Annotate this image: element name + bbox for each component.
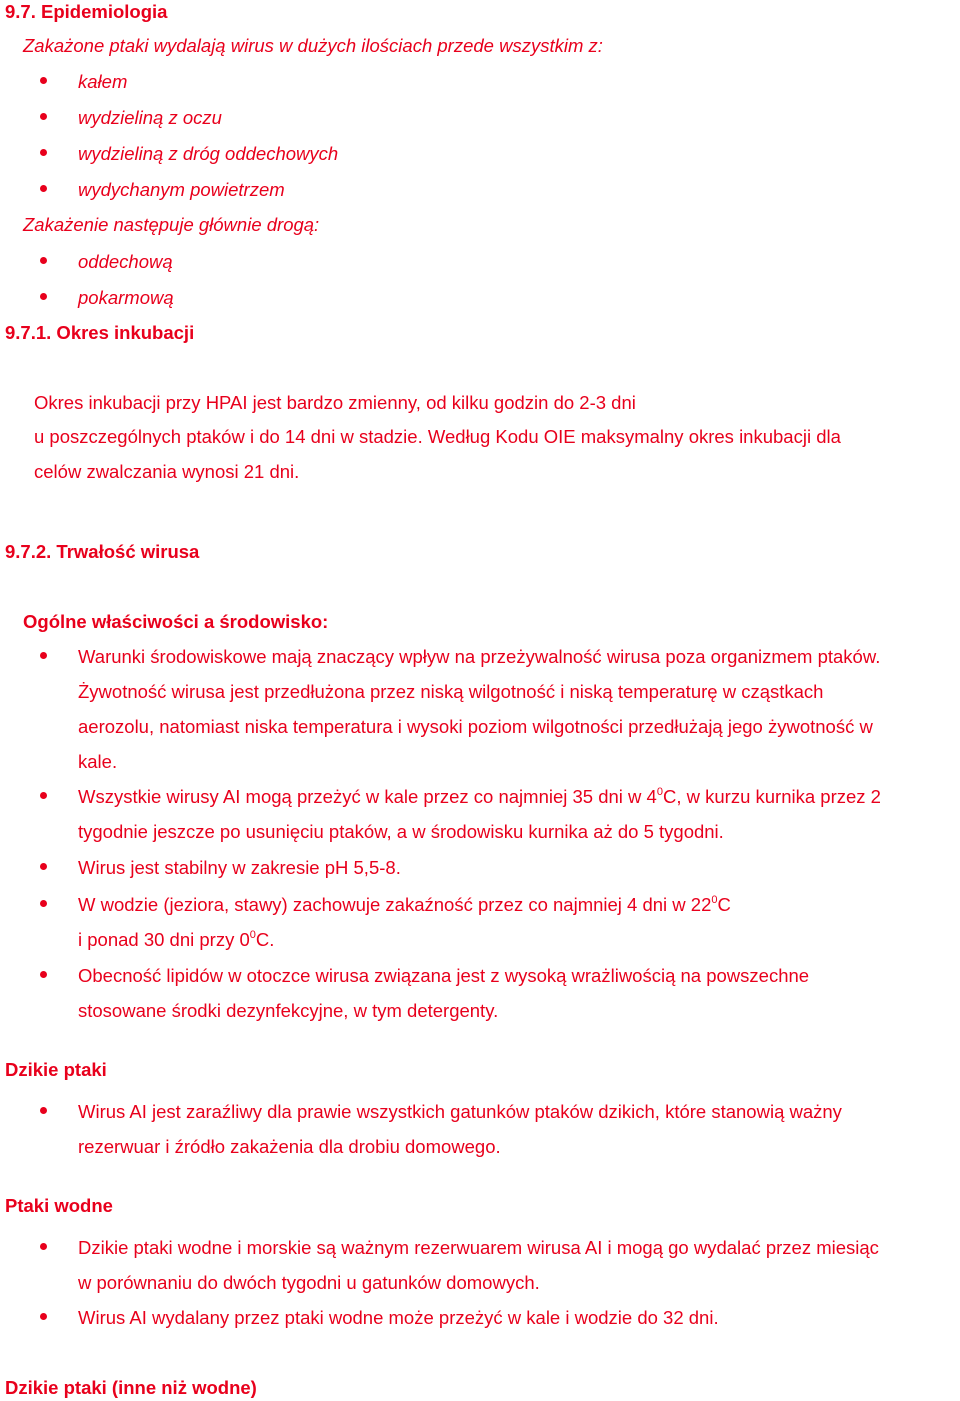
paragraph-line: w porównaniu do dwóch tygodni u gatunków domowych. bbox=[78, 1272, 540, 1293]
list-item: wydychanym powietrzem bbox=[78, 179, 285, 200]
paragraph-line: stosowane środki dezynfekcyjne, w tym detergenty. bbox=[78, 1000, 499, 1021]
route-intro: Zakażenie następuje głównie drogą: bbox=[23, 214, 320, 235]
bullet-icon bbox=[40, 1107, 47, 1114]
section-title: 9.7. Epidemiologia bbox=[5, 1, 168, 22]
bullet-icon bbox=[40, 863, 47, 870]
paragraph-line: u poszczególnych ptaków i do 14 dni w stadzie. Według Kodu OIE maksymalny okres inkubacji dla bbox=[34, 426, 841, 447]
wild-birds-title: Dzikie ptaki bbox=[5, 1059, 107, 1080]
list-item: kałem bbox=[78, 71, 128, 92]
paragraph-line: rezerwuar i źródło zakażenia dla drobiu domowego. bbox=[78, 1136, 501, 1157]
bullet-icon bbox=[40, 185, 47, 192]
list-item: wydzieliną z dróg oddechowych bbox=[78, 143, 339, 164]
bullet-icon bbox=[40, 652, 47, 659]
paragraph-line: kale. bbox=[78, 751, 118, 772]
bullet-icon bbox=[40, 149, 47, 156]
paragraph-line: Warunki środowiskowe mają znaczący wpływ na przeżywalność wirusa poza organizmem ptaków. bbox=[78, 646, 881, 667]
bullet-icon bbox=[40, 792, 47, 799]
bullet-icon bbox=[40, 113, 47, 120]
paragraph-line: tygodnie jeszcze po usunięciu ptaków, a w środowisku kurnika aż do 5 tygodni. bbox=[78, 821, 724, 842]
list-item: oddechową bbox=[78, 251, 173, 272]
paragraph-line: i ponad 30 dni przy $0^0C$. bbox=[78, 928, 275, 950]
shedding-intro: Zakażone ptaki wydalają wirus w dużych ilościach przede wszystkim z: bbox=[23, 35, 603, 56]
paragraph-line: Żywotność wirusa jest przedłużona przez niską wilgotność i niską temperaturę w cząstkach bbox=[78, 681, 824, 702]
paragraph-line: Wirus AI jest zaraźliwy dla prawie wszystkich gatunków ptaków dzikich, które stanowią ważny bbox=[78, 1101, 842, 1122]
paragraph-line: Wirus jest stabilny w zakresie pH 5,5-8. bbox=[78, 857, 401, 878]
paragraph-line: Obecność lipidów w otoczce wirusa związana jest z wysoką wrażliwością na powszechne bbox=[78, 965, 810, 986]
paragraph-line: Wszystkie wirusy AI mogą przeżyć w kale przez co najmniej 35 dni w $4^0C$, w kurzu kurnika przez 2 bbox=[78, 785, 881, 807]
other-wild-birds-title: Dzikie ptaki (inne niż wodne) bbox=[5, 1377, 257, 1398]
paragraph-line: Dzikie ptaki wodne i morskie są ważnym rezerwuarem wirusa AI i mogą go wydalać przez miesiąc bbox=[78, 1237, 879, 1258]
paragraph-line: Okres inkubacji przy HPAI jest bardzo zmienny, od kilku godzin do 2-3 dni bbox=[34, 392, 636, 413]
bullet-icon bbox=[40, 293, 47, 300]
persistence-title: 9.7.2. Trwałość wirusa bbox=[5, 541, 200, 562]
paragraph-line: aerozolu, natomiast niska temperatura i wysoki poziom wilgotności przedłużają jego żywotność w bbox=[78, 716, 873, 737]
list-item: pokarmową bbox=[78, 287, 174, 308]
paragraph-line: W wodzie (jeziora, stawy) zachowuje zakaźność przez co najmniej 4 dni w $22^0C$ bbox=[78, 893, 731, 915]
bullet-icon bbox=[40, 900, 47, 907]
paragraph-line: Wirus AI wydalany przez ptaki wodne może przeżyć w kale i wodzie do 32 dni. bbox=[78, 1307, 719, 1328]
bullet-icon bbox=[40, 1313, 47, 1320]
bullet-icon bbox=[40, 1243, 47, 1250]
paragraph-line: celów zwalczania wynosi 21 dni. bbox=[34, 461, 300, 482]
waterfowl-title: Ptaki wodne bbox=[5, 1195, 113, 1216]
bullet-icon bbox=[40, 77, 47, 84]
incubation-title: 9.7.1. Okres inkubacji bbox=[5, 322, 195, 343]
bullet-icon bbox=[40, 257, 47, 264]
persistence-subtitle: Ogólne właściwości a środowisko: bbox=[23, 611, 329, 632]
bullet-icon bbox=[40, 971, 47, 978]
list-item: wydzieliną z oczu bbox=[78, 107, 222, 128]
